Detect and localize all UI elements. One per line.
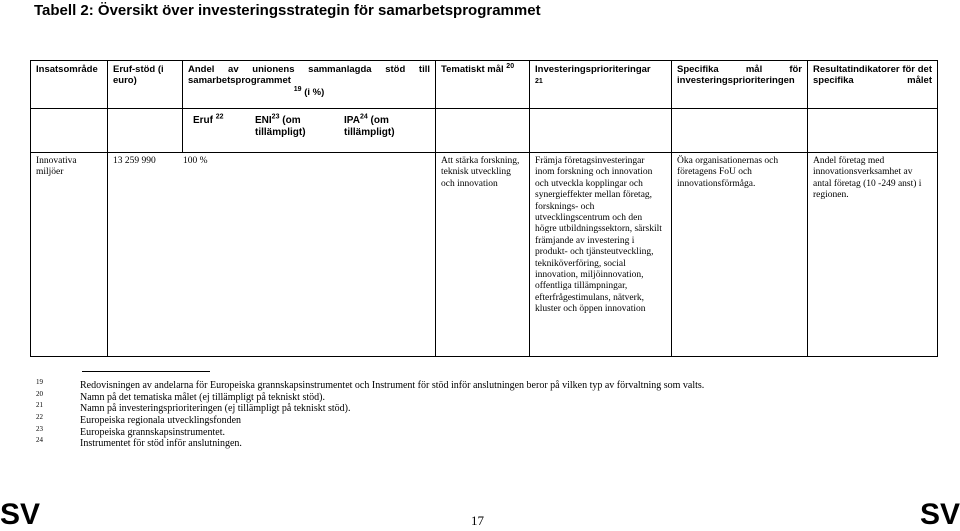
investment-strategy-table	[30, 60, 938, 357]
table-subheader-row	[31, 109, 938, 153]
subheader-eni: ENI$^{23}$ (om tillämpligt)	[255, 113, 306, 138]
cell-tematiskt-mal: Att stärka forskning, teknisk utveckling och innovation	[436, 153, 530, 357]
cell-eruf-pct: 100 %	[183, 156, 208, 166]
cell-eruf	[108, 153, 436, 357]
header-tematiskt-mal: Tematiskt mål $^{20}$	[436, 61, 530, 109]
subheader-eruf: Eruf $^{22}$	[193, 113, 224, 126]
table-header-row	[31, 61, 938, 109]
header-andel: Andel av unionens sammanlagda stöd till samarbetsprogrammet $^{19}$ (i %)	[183, 61, 436, 109]
cell-specifika-mal: Öka organisationernas och företagens FoU och innovationsförmåga.	[672, 153, 808, 357]
header-investeringsprioriteringar: Investeringsprioriteringar 21	[530, 61, 672, 109]
table-row	[31, 153, 938, 357]
language-code-right: SV	[919, 498, 960, 531]
cell-investeringsprioriteringar: Främja företagsinvesteringar inom forskning och innovation och utveckla kopplingar och synergieffekter mellan företag, forsknings- och utvecklingscentrum och den högre utbildningssektorn, särskilt främjande av investering i produkt- och tjänsteutveckling, tekniköverföring, social innovation, miljöinnovation, offentliga tillämpningar, efterfrågestimulans, nätverk, kluster och öppen innovation	[530, 153, 672, 357]
subheader-ipa: IPA$^{24}$ (om tillämpligt)	[344, 113, 395, 138]
cell-insatsomrade: Innovativa miljöer	[31, 153, 108, 357]
header-specifika-mal: Specifika mål för investeringsprioriteringen	[672, 61, 808, 109]
header-insatsomrade: Insatsområde	[31, 61, 108, 109]
cell-eruf-stod: 13 259 990	[113, 156, 156, 166]
page-number: 17	[471, 513, 484, 528]
header-resultatindikatorer: Resultatindikatorer för det specifika målet	[808, 61, 938, 109]
footnote-separator	[82, 371, 210, 372]
header-eruf-stod: Eruf-stöd (i euro)	[108, 61, 183, 109]
cell-resultatindikatorer: Andel företag med innovationsverksamhet av antal företag (10 -249 anst) i regionen.	[808, 153, 938, 357]
page-title: Tabell 2: Översikt över investeringsstrategin för samarbetsprogrammet	[34, 2, 541, 19]
language-code-left: SV	[0, 498, 41, 531]
